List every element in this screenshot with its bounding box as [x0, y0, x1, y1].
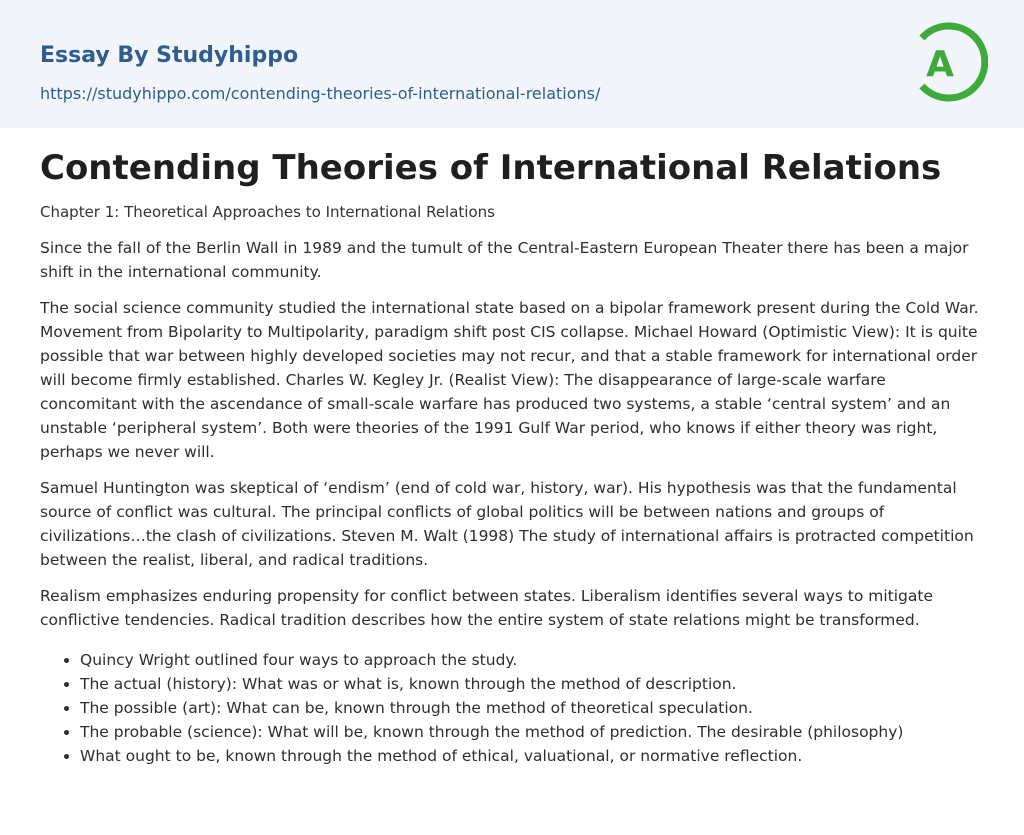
page-title: Contending Theories of International Relations	[40, 148, 942, 188]
essay-url-link[interactable]: https://studyhippo.com/contending-theories-of-international-relations/	[40, 84, 601, 103]
list-item: • The actual (history): What was or what is, known through the method of description.	[80, 672, 985, 696]
logo-letter: A	[926, 44, 954, 85]
paragraph-1: Since the fall of the Berlin Wall in 1989 and the tumult of the Central-Eastern European Theater there has been a major shift in the international community.	[40, 239, 969, 281]
list-item: • What ought to be, known through the method of ethical, valuational, or normative reflection.	[80, 744, 985, 768]
list-item: • The possible (art): What can be, known through the method of theoretical speculation.	[80, 696, 985, 720]
article-content	[40, 143, 985, 768]
site-header	[0, 0, 1024, 128]
paragraph-3: Samuel Huntington was skeptical of ‘endism’ (end of cold war, history, war). His hypothesis was that the fundamental source of conflict was cultural. The principal conflicts of global politics will be between nations and groups of civilizations…the clash of civilizations. Steven M. Walt (1998) The study of international affairs is protracted competition between the realist, liberal, and radical traditions.	[40, 479, 974, 569]
chapter-subtitle: Chapter 1: Theoretical Approaches to International Relations	[40, 203, 495, 221]
paragraph-2: The social science community studied the international state based on a bipolar framework present during the Cold War. Movement from Bipolarity to Multipolarity, paradigm shift post CIS collapse. Michael Howard (Optimistic View): It is quite possible that war between highly developed societies may not recur, and that a stable framework for international order will become firmly established. Charles W. Kegley Jr. (Realist View): The disappearance of large-scale warfare concomitant with the ascendance of small-scale warfare has produced two systems, a stable ‘central system’ and an unstable ‘peripheral system’. Both were theories of the 1991 Gulf War period, who knows if either theory was right, perhaps we never will.	[40, 299, 979, 461]
paragraph-4: Realism emphasizes enduring propensity for conflict between states. Liberalism identifies several ways to mitigate conflictive tendencies. Radical tradition describes how the entire system of state relations might be transformed.	[40, 587, 933, 629]
list-item: • Quincy Wright outlined four ways to approach the study.	[80, 648, 985, 672]
studyhippo-logo-icon[interactable]	[908, 18, 988, 106]
bullet-list	[40, 648, 985, 768]
list-item: • The probable (science): What will be, known through the method of prediction. The desirable (philosophy)	[80, 720, 985, 744]
site-brand[interactable]: Essay By Studyhippo	[40, 43, 299, 68]
